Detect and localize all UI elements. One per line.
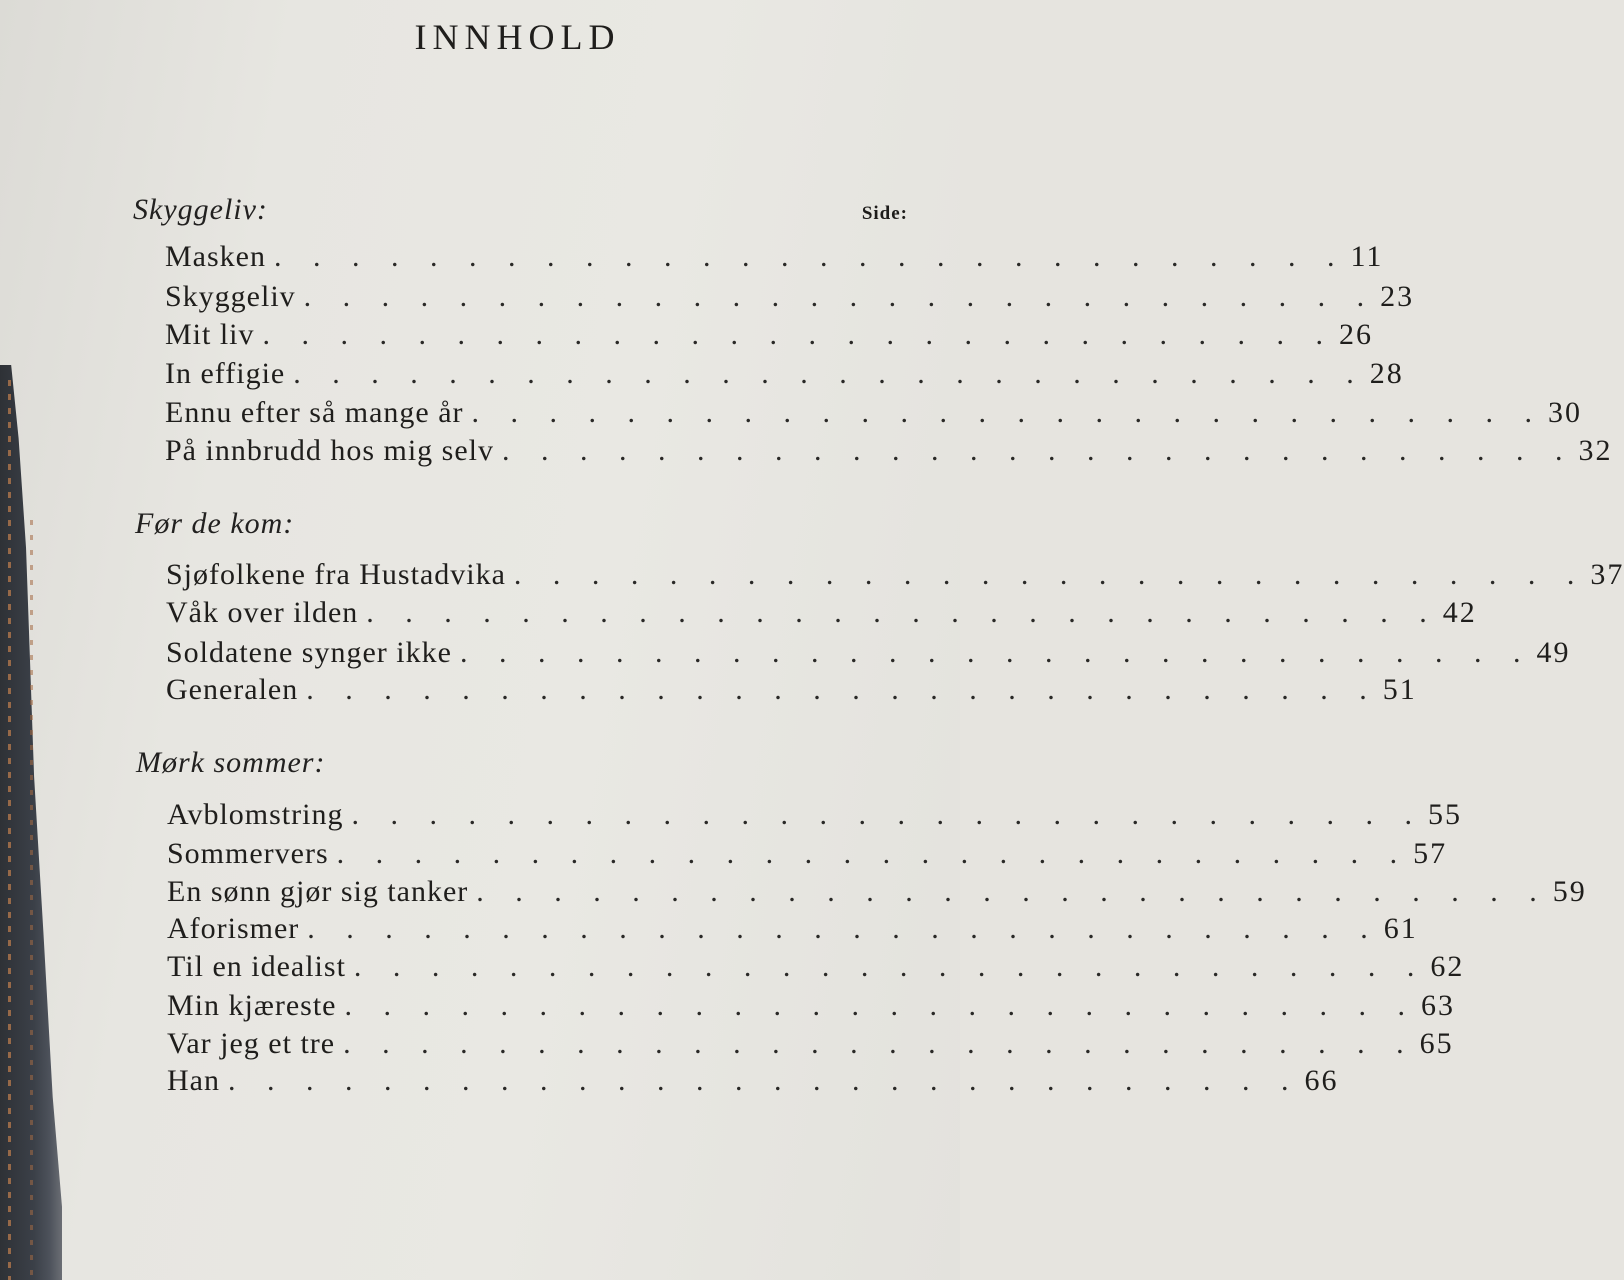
toc-entry-title: Sjøfolkene fra Hustadvika [166,558,506,591]
dot-leader: . . . . . . . . . . . . . . . . . . . . . . . . . . . . [353,950,1427,983]
toc-entry [165,396,1583,432]
toc-entry-page: 49 [1536,636,1571,669]
toc-entry-title: Avblomstring [167,798,344,831]
toc-entry-page: 30 [1548,396,1583,429]
section-title-mork-sommer: Mørk sommer: [136,746,326,779]
section-title-for-de-kom: Før de kom: [135,507,295,540]
toc-entry [167,950,1465,986]
toc-entry [167,912,1418,948]
toc-entry [165,434,1613,470]
toc-entry [167,798,1462,834]
toc-entry-page: 28 [1369,357,1404,390]
dot-leader: . . . . . . . . . . . . . . . . . . . . . . . . . . . . [459,636,1533,669]
toc-entry-title: Soldatene synger ikke [166,636,452,669]
toc-entry-title: Til en idealist [167,950,346,983]
dot-leader: . . . . . . . . . . . . . . . . . . . . . . . . . . . . [351,798,1424,831]
toc-entry-page: 61 [1383,912,1418,945]
toc-entry [165,280,1415,316]
dot-leader: . . . . . . . . . . . . . . . . . . . . . . . . . . . . [513,558,1587,591]
dot-leader: . . . . . . . . . . . . . . . . . . . . . . . . . . . . [471,396,1545,429]
toc-entry-page: 57 [1413,837,1448,870]
toc-entry-title: Masken [165,240,266,273]
page-title: INNHOLD [414,17,621,57]
toc-entry-page: 65 [1419,1027,1454,1060]
toc-entry-title: Min kjæreste [167,989,337,1022]
toc-entry [167,989,1455,1025]
toc-entry [166,596,1477,632]
toc-entry [167,875,1587,911]
toc-entry-title: Han [167,1064,220,1097]
toc-entry [167,1064,1339,1100]
toc-entry [165,240,1384,276]
dot-leader: . . . . . . . . . . . . . . . . . . . . . . . . . . . . [476,875,1549,908]
dot-leader: . . . . . . . . . . . . . . . . . . . . . . . . . . . . [336,837,1410,870]
toc-entry-title: Våk over ilden [166,596,359,629]
dot-leader: . . . . . . . . . . . . . . . . . . . . . . . . . . . . [273,240,1347,273]
toc-entry-title: Mit liv [165,318,255,351]
toc-entry-title: In effigie [165,357,286,390]
cover-stitching-inner [30,520,33,1280]
dot-leader: . . . . . . . . . . . . . . . . . . . . . . . . . . . . [307,912,1380,945]
page-column-label: Side: [861,203,908,224]
toc-entry-title: På innbrudd hos mig selv [165,434,494,467]
cover-stitching [8,380,11,1280]
toc-entry-page: 11 [1350,240,1384,273]
toc-entry-page: 32 [1578,434,1613,467]
toc-entry-title: Sommervers [167,837,329,870]
toc-entry-page: 51 [1382,673,1417,706]
toc-entry-page: 42 [1442,596,1477,629]
toc-entry-title: Var jeg et tre [167,1027,336,1060]
toc-entry-title: Generalen [166,673,299,706]
dot-leader: . . . . . . . . . . . . . . . . . . . . . . . . . . . . [306,673,1379,706]
toc-entry-title: En sønn gjør sig tanker [167,875,469,908]
dot-leader: . . . . . . . . . . . . . . . . . . . . . . . . . . . . [366,596,1439,629]
toc-entry [166,636,1571,672]
toc-entry [167,1027,1454,1063]
toc-entry [166,558,1624,594]
toc-entry [165,318,1374,354]
section-title-skyggeliv: Skyggeliv: [133,193,268,226]
toc-entry-title: Aforismer [167,912,300,945]
dot-leader: . . . . . . . . . . . . . . . . . . . . . . . . . . . . [262,318,1336,351]
toc-entry-page: 59 [1552,875,1587,908]
dot-leader: . . . . . . . . . . . . . . . . . . . . . . . . . . . . [343,1027,1416,1060]
toc-entry [165,357,1404,393]
dot-leader: . . . . . . . . . . . . . . . . . . . . . . . . . . . . [227,1064,1301,1097]
dot-leader: . . . . . . . . . . . . . . . . . . . . . . . . . . . . [303,280,1377,313]
toc-entry-page: 62 [1430,950,1465,983]
toc-entry-page: 66 [1304,1064,1339,1097]
toc-entry-page: 26 [1339,318,1374,351]
toc-entry-title: Skyggeliv [165,280,296,313]
toc-entry-page: 37 [1590,558,1624,591]
toc-entry-page: 23 [1380,280,1415,313]
toc-entry-page: 63 [1421,989,1455,1022]
dot-leader: . . . . . . . . . . . . . . . . . . . . . . . . . . . . [344,989,1417,1022]
toc-entry [166,673,1417,709]
toc-entry-page: 55 [1427,798,1462,831]
toc-entry [167,837,1448,873]
dot-leader: . . . . . . . . . . . . . . . . . . . . . . . . . . . . [502,434,1575,467]
toc-entry-title: Ennu efter så mange år [165,396,464,429]
dot-leader: . . . . . . . . . . . . . . . . . . . . . . . . . . . . [293,357,1366,390]
